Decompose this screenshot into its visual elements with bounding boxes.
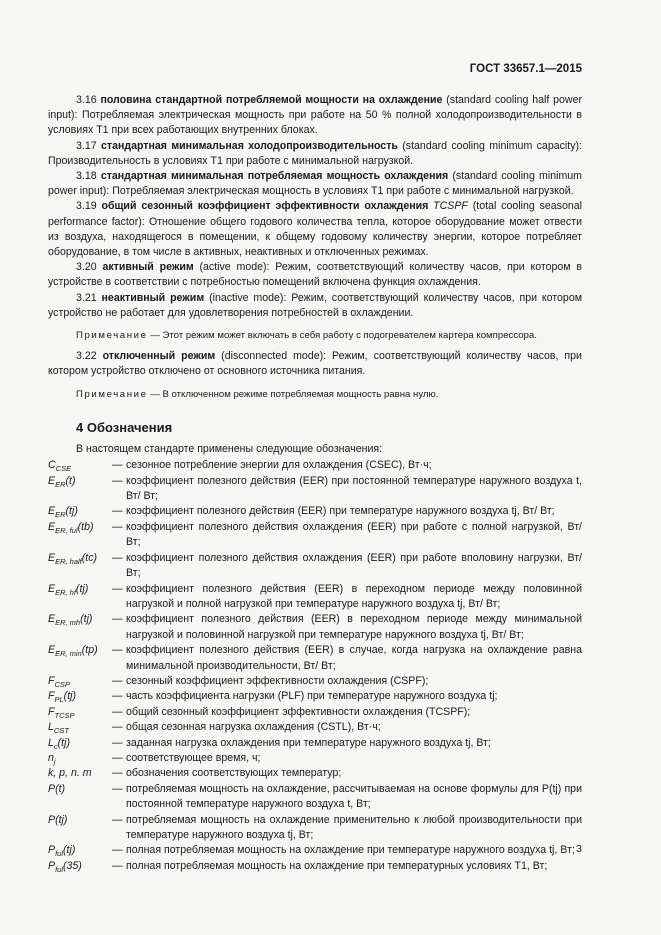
term: отключенный режим (102, 350, 216, 363)
definition-text: Потребляемая электрическая мощность в условиях Т1 при работе с минимальной нагрузкой. (112, 185, 574, 198)
symbol-main: k, p, n. m (48, 767, 92, 780)
symbol-main: E (48, 505, 56, 518)
symbol-subscript: PL (54, 695, 64, 705)
symbol (48, 689, 112, 704)
symbol-description: коэффициент полезного действия (EER) при постоянной температуре наружного воздуха t, Вт/ Вт; (126, 474, 582, 503)
symbol-subscript: CST (53, 726, 69, 736)
symbol-row (48, 766, 582, 781)
term: стандартная минимальная холодопроизводительность (100, 139, 398, 152)
symbol-description: сезонное потребление энергии для охлаждения (CSEC), Вт·ч; (126, 459, 432, 472)
symbol-description: часть коэффициента нагрузки (PLF) при температуре наружного воздуха tj; (126, 690, 498, 703)
symbol-main: F (48, 674, 55, 687)
symbol-row (48, 520, 582, 551)
symbol-argument: (tj) (63, 844, 76, 857)
symbol (48, 751, 112, 766)
symbol-argument: (t) (55, 782, 66, 795)
page-content (48, 93, 582, 874)
term-english: (inactive mode): (209, 291, 287, 304)
dash: — (112, 844, 123, 857)
dash: — (112, 690, 123, 703)
dash: — (112, 736, 123, 749)
symbol (48, 782, 112, 813)
definition-text: Отношение общего годового количества тепла, которое оборудование может отвести из воздуха, находящегося в помещении, к общему годовому количеству энергии, которое потребляет оборудование, в том числе в активных, неактивных и отключенных режимах. (48, 215, 582, 259)
term: стандартная минимальная потребляемая мощность охлаждения (100, 170, 449, 183)
symbol-row (48, 782, 582, 813)
term-english: (total cooling seasonal performance factor): (48, 200, 582, 228)
symbol-row (48, 643, 582, 674)
symbol-row (48, 582, 582, 613)
symbol-subscript: ER, min (55, 649, 82, 659)
definition-3-21 (48, 291, 582, 321)
symbol-main: C (48, 459, 56, 472)
definition-3-19 (48, 199, 582, 260)
symbol (48, 736, 112, 751)
symbol (48, 843, 112, 858)
symbol-subscript: c (53, 741, 58, 751)
term: активный режим (102, 261, 194, 274)
symbol-description: сезонный коэффициент эффективности охлаждения (CSPF); (126, 674, 429, 687)
standard-header: ГОСТ 33657.1—2015 (469, 63, 582, 75)
symbol (48, 705, 112, 720)
symbol-subscript: CSP (54, 680, 70, 690)
note-2 (48, 387, 582, 402)
symbol-row (48, 504, 582, 519)
symbol-row (48, 751, 582, 766)
symbol-subscript: ER (55, 510, 66, 520)
section-heading: 4 Обозначения (76, 419, 173, 435)
symbol (48, 474, 112, 505)
symbol-row (48, 674, 582, 689)
definition-3-17 (48, 139, 582, 169)
symbol-main: n (48, 751, 54, 764)
clause-number: 3.17 (76, 139, 97, 152)
symbol-main: L (48, 736, 54, 749)
symbol-row (48, 705, 582, 720)
symbol (48, 720, 112, 735)
symbol (48, 813, 112, 844)
symbol-row (48, 720, 582, 735)
note-text: — Этот режим может включать в себя работу с подогревателем картера компрессора. (150, 330, 537, 342)
symbol-row (48, 813, 582, 844)
term: общий сезонный коэффициент эффективности охлаждения (101, 200, 429, 213)
symbol-subscript: ER, mh (55, 618, 81, 628)
definition-text: Режим, соответствующий количеству часов, при котором в устройстве в соответствии с потребностью помещений включена функция охлаждения. (48, 261, 582, 289)
symbol (48, 643, 112, 674)
symbol-subscript: ful (55, 864, 63, 874)
note-label: Примечание (76, 330, 148, 342)
symbol-description: коэффициент полезного действия охлаждения (EER) при работе с полной нагрузкой, Вт/ Вт; (126, 520, 582, 549)
dash: — (112, 859, 123, 872)
definition-text: Режим, соответствующий количеству часов, при котором устройство отключено от основного источника питания. (48, 350, 582, 378)
symbol-main: P (48, 859, 56, 872)
symbol-main: E (48, 613, 56, 626)
dash: — (112, 474, 123, 487)
symbol-main: P (48, 844, 56, 857)
symbol-description: полная потребляемая мощность на охлаждение при температуре наружного воздуха tj, Вт; (126, 844, 575, 857)
symbol-main: E (48, 474, 56, 487)
symbol-description: потребляемая мощность на охлаждение применительно к любой производительности при температуре наружного воздуха tj, Вт; (126, 813, 582, 842)
symbol-argument: (tj) (57, 736, 71, 749)
symbol-description: обозначения соответствующих температур; (126, 767, 342, 780)
symbol-description: общая сезонная нагрузка охлаждения (CSTL), Вт·ч; (126, 721, 381, 734)
dash: — (112, 674, 123, 687)
dash: — (112, 505, 123, 518)
symbol-subscript: ful (55, 849, 63, 859)
symbol-argument: (tj) (80, 613, 93, 626)
symbol-description: полная потребляемая мощность на охлаждение при температурных условиях Т1, Вт; (126, 859, 548, 872)
symbol-main: P (48, 813, 56, 826)
symbol-description: коэффициент полезного действия (EER) в переходном периоде между минимальной нагрузкой и половинной нагрузкой при температуре наружного воздуха tj, Вт/ Вт; (126, 613, 582, 641)
symbol (48, 458, 112, 473)
dash: — (112, 721, 123, 734)
symbol-description: коэффициент полезного действия (EER) в случае, когда нагрузка на охлаждение равна минимальной производительности, Вт/ Вт; (126, 644, 582, 672)
dash: — (112, 644, 123, 657)
symbol-subscript: ER, half (55, 556, 82, 566)
clause-number: 3.22 (76, 350, 97, 363)
clause-number: 3.21 (76, 291, 97, 304)
symbol-row (48, 859, 582, 874)
dash: — (112, 813, 123, 826)
dash: — (112, 551, 123, 564)
symbol-subscript: ER (55, 479, 66, 489)
term-abbreviation: TCSPF (433, 200, 468, 213)
dash: — (112, 782, 123, 795)
dash: — (112, 459, 123, 472)
symbol-argument: (tj) (55, 813, 68, 826)
term-english: (standard cooling minimum capacity): (402, 139, 582, 152)
symbol-row (48, 458, 582, 473)
symbol-row (48, 474, 582, 505)
note-label: Примечание (76, 388, 148, 400)
clause-number: 3.16 (76, 94, 97, 106)
symbol-argument: (35) (63, 859, 82, 872)
symbol-argument: (tj) (65, 505, 78, 518)
definition-3-20 (48, 260, 582, 290)
symbol-argument: (tb) (77, 520, 94, 533)
symbol (48, 612, 112, 643)
symbol (48, 551, 112, 582)
symbol-main: F (48, 690, 55, 703)
definition-3-22 (48, 349, 582, 379)
symbol-description: коэффициент полезного действия (EER) при температуре наружного воздуха tj, Вт/ Вт; (126, 505, 555, 518)
term: неактивный режим (101, 291, 205, 304)
symbol (48, 766, 112, 781)
symbol-row (48, 612, 582, 643)
symbol-row (48, 551, 582, 582)
definition-3-18 (48, 169, 582, 199)
symbol-main: L (48, 721, 54, 734)
symbol-subscript: ER, ful (55, 526, 78, 535)
dash: — (112, 582, 123, 595)
symbol-argument: (tj) (63, 690, 77, 703)
symbol-argument: (tp) (81, 644, 98, 657)
symbol-subscript: CSE (55, 464, 72, 474)
symbol-argument: (tj) (75, 582, 89, 595)
symbol-main: E (48, 551, 56, 564)
term-english: (standard cooling half power input): (48, 94, 582, 122)
dash: — (112, 751, 123, 764)
clause-number: 3.19 (76, 200, 97, 213)
symbol-subscript: j (53, 757, 56, 767)
symbol (48, 504, 112, 519)
symbol-description: коэффициент полезного действия охлаждения (EER) при работе вполовину нагрузки, Вт/ Вт; (126, 551, 582, 580)
symbol-description: заданная нагрузка охлаждения при температуре наружного воздуха tj, Вт; (126, 736, 491, 749)
symbol (48, 582, 112, 613)
symbol-argument: (tc) (81, 551, 98, 564)
symbol-main: E (48, 582, 56, 595)
clause-number: 3.20 (76, 261, 97, 274)
term-english: (active mode): (199, 261, 270, 274)
definition-3-16 (48, 93, 582, 139)
symbol (48, 674, 112, 689)
page-number: 3 (576, 843, 582, 855)
dash: — (112, 705, 123, 718)
symbol-main: F (48, 705, 55, 718)
symbol-description: соответствующее время, ч; (126, 751, 261, 764)
note-text: — В отключенном режиме потребляемая мощность равна нулю. (150, 388, 439, 400)
symbol-description: коэффициент полезного действия (EER) в переходном периоде между половинной нагрузкой и полной нагрузкой при температуре наружного воздуха tj, Вт/ Вт; (126, 582, 582, 610)
clause-number: 3.18 (76, 170, 97, 183)
definition-text: Режим, соответствующий количеству часов, при котором устройство не работает для удовлетворения потребностей в охлаждении. (48, 291, 582, 319)
definition-text: Потребляемая электрическая мощность при работе на 50 % полной холодопроизводительности в условиях Т1 при всех работающих внутренних блоках. (48, 109, 582, 137)
term-english: (disconnected mode): (221, 350, 327, 363)
symbol-main: E (48, 644, 56, 657)
symbol-row (48, 736, 582, 751)
symbols-table (48, 458, 582, 874)
term: половина стандартной потребляемой мощности на охлаждение (100, 94, 443, 106)
symbol (48, 859, 112, 874)
symbol-row (48, 689, 582, 704)
definition-text: Производительность в условиях Т1 при работе с минимальной нагрузкой. (48, 154, 414, 167)
symbol-main: E (48, 520, 56, 533)
symbol-description: общий сезонный коэффициент эффективности охлаждения (TCSPF); (126, 705, 471, 718)
symbol-row (48, 843, 582, 858)
section-intro: В настоящем стандарте применены следующие обозначения: (76, 443, 383, 456)
dash: — (112, 520, 123, 533)
symbol-subscript: TCSP (54, 710, 75, 720)
symbol-main: P (48, 782, 56, 795)
term-english: (standard cooling minimum power input): (48, 170, 582, 198)
symbol-subscript: ER, hf (55, 587, 76, 597)
symbol-argument: (t) (65, 474, 76, 487)
dash: — (112, 767, 123, 780)
symbol (48, 520, 112, 551)
dash: — (112, 613, 123, 626)
note-1 (48, 328, 582, 343)
symbol-description: потребляемая мощность на охлаждение, рассчитываемая на основе формулы для P(tj) при постоянной температуре наружного воздуха t, Вт; (126, 782, 582, 811)
